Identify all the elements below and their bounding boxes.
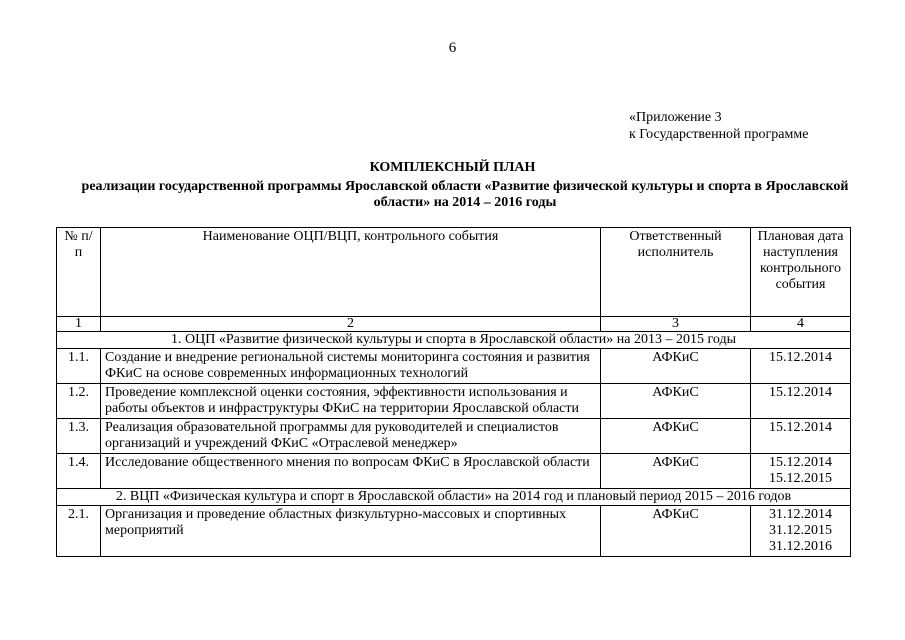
header-date: Плановая дата наступления контрольного события	[751, 228, 851, 317]
row-responsible: АФКиС	[601, 349, 751, 384]
plan-table	[56, 227, 851, 557]
row-date: 15.12.2015	[769, 471, 832, 486]
column-number-row	[57, 317, 851, 332]
section-title: 1. ОЦП «Развитие физической культуры и спорта в Ярославской области» на 2013 – 2015 годы	[57, 332, 851, 349]
header-responsible: Ответственный исполнитель	[601, 228, 751, 317]
row-num: 1.3.	[57, 419, 101, 454]
row-num: 1.4.	[57, 454, 101, 489]
table-row	[57, 419, 851, 454]
row-date: 15.12.2014	[769, 350, 832, 365]
row-name: Создание и внедрение региональной системы мониторинга состояния и развития ФКиС на основе современных информационных технологий	[101, 349, 601, 384]
appendix-line-2: к Государственной программе	[629, 127, 809, 142]
plan-subtitle: реализации государственной программы Ярославской области «Развитие физической культуры и спорта в Ярославской области» на 2014 – 2016 годы	[81, 179, 849, 210]
row-dates	[751, 506, 851, 557]
row-date: 31.12.2015	[769, 523, 832, 538]
column-number: 4	[751, 317, 851, 332]
row-name: Организация и проведение областных физкультурно-массовых и спортивных мероприятий	[101, 506, 601, 557]
table-row	[57, 506, 851, 557]
row-dates	[751, 384, 851, 419]
row-name: Исследование общественного мнения по вопросам ФКиС в Ярославской области	[101, 454, 601, 489]
row-date: 15.12.2014	[769, 420, 832, 435]
table-row	[57, 349, 851, 384]
table-row	[57, 384, 851, 419]
plan-title: КОМПЛЕКСНЫЙ ПЛАН	[369, 160, 536, 175]
row-date: 15.12.2014	[769, 455, 832, 470]
section-row	[57, 489, 851, 506]
page-number: 6	[448, 40, 457, 56]
table-header-row	[57, 228, 851, 317]
table-row	[57, 454, 851, 489]
row-dates	[751, 349, 851, 384]
column-number: 2	[101, 317, 601, 332]
row-dates	[751, 419, 851, 454]
row-num: 2.1.	[57, 506, 101, 557]
header-num: № п/п	[57, 228, 101, 317]
row-responsible: АФКиС	[601, 384, 751, 419]
section-title: 2. ВЦП «Физическая культура и спорт в Ярославской области» на 2014 год и плановый период 2015 – 2016 годов	[57, 489, 851, 506]
header-name: Наименование ОЦП/ВЦП, контрольного события	[101, 228, 601, 317]
row-responsible: АФКиС	[601, 419, 751, 454]
row-num: 1.2.	[57, 384, 101, 419]
column-number: 3	[601, 317, 751, 332]
row-dates	[751, 454, 851, 489]
section-row	[57, 332, 851, 349]
row-name: Реализация образовательной программы для руководителей и специалистов организаций и учреждений ФКиС «Отраслевой менеджер»	[101, 419, 601, 454]
appendix-line-1: «Приложение 3	[629, 110, 722, 125]
row-responsible: АФКиС	[601, 506, 751, 557]
appendix-note	[629, 109, 808, 143]
row-date: 31.12.2016	[769, 539, 832, 554]
row-date: 15.12.2014	[769, 385, 832, 400]
row-name: Проведение комплексной оценки состояния, эффективности использования и работы объектов и инфраструктуры ФКиС на территории Ярославской области	[101, 384, 601, 419]
row-responsible: АФКиС	[601, 454, 751, 489]
column-number: 1	[57, 317, 101, 332]
row-num: 1.1.	[57, 349, 101, 384]
row-date: 31.12.2014	[769, 507, 832, 522]
